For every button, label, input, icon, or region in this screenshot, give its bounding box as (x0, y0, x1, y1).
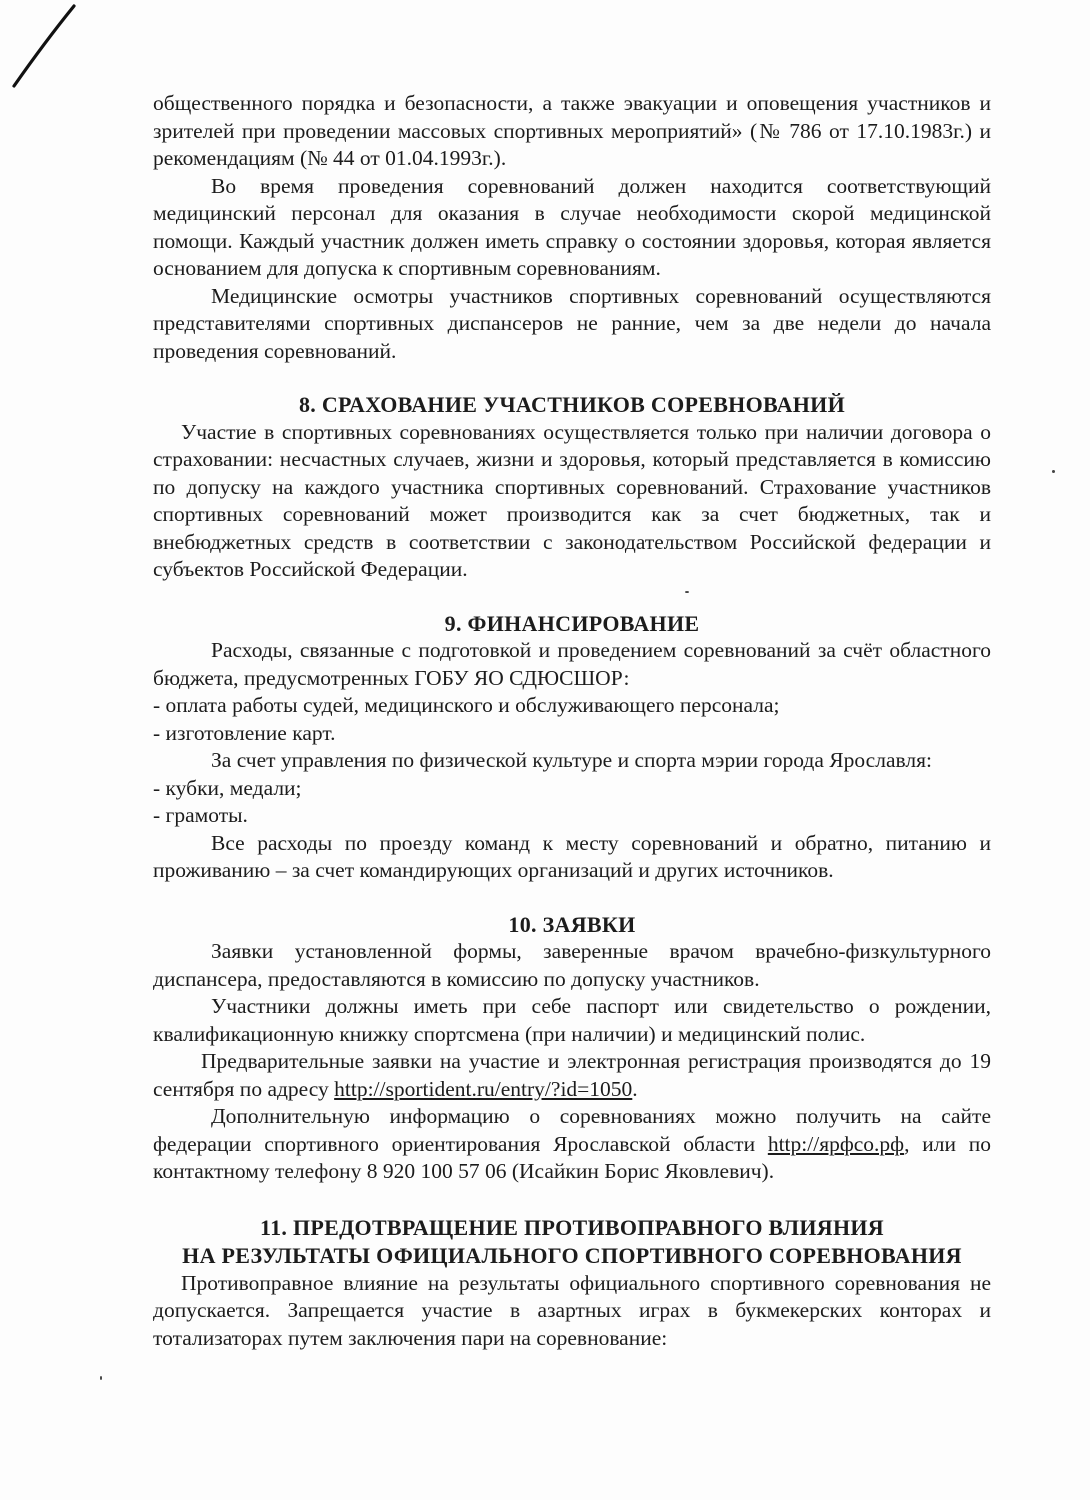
section-9-paragraph-1: Расходы, связанные с подготовкой и проведением соревнований за счёт областного бюджета, предусмотренных ГОБУ ЯО СДЮСШОР: (153, 638, 991, 690)
pen-stroke-mark (0, 0, 90, 100)
scan-speck (1052, 470, 1055, 473)
paragraph-text: . (632, 1076, 638, 1101)
section-11-paragraph: Противоправное влияние на результаты официального спортивного соревнования не допускается. Запрещается участие в азартных играх в букмекерских конторах и тотализаторах путем заключения пари на соревнование: (153, 1270, 991, 1350)
section-8-title: 8. СРАХОВАНИЕ УЧАСТНИКОВ СОРЕВНОВАНИЙ (298, 392, 846, 417)
section-10-title: 10. ЗАЯВКИ (508, 911, 636, 937)
section-10-paragraph-3 (153, 1048, 991, 1103)
paragraph-text: , или по контактному телефону 8 920 100 57 06 (Исайкин Борис Яковлевич). (153, 1131, 991, 1183)
list-item: - оплата работы судей, медицинского и обслуживающего персонала; (153, 693, 780, 717)
section-11-title (153, 1214, 991, 1270)
list-item: - изготовление карт. (153, 720, 336, 745)
section-9-title: 9. ФИНАНСИРОВАНИЕ (444, 610, 700, 636)
section-10-paragraph-4 (153, 1103, 991, 1186)
section-9-paragraph-2: За счет управления по физической культуре и спорта мэрии города Ярославля: (211, 748, 932, 772)
section-11-title-line-1: 11. ПРЕДОТВРАЩЕНИЕ ПРОТИВОПРАВНОГО ВЛИЯНИЯ (260, 1214, 884, 1240)
paragraph-text: Предварительные заявки на участие и электронная регистрация производятся до 19 сентября по адресу (153, 1049, 991, 1101)
sportident-entry-link[interactable]: http://sportident.ru/entry/?id=1050 (334, 1076, 633, 1101)
section-11-title-line-2: НА РЕЗУЛЬТАТЫ ОФИЦИАЛЬНОГО СПОРТИВНОГО СОРЕВНОВАНИЯ (182, 1242, 962, 1268)
document-body (153, 90, 991, 1352)
paragraph-text: Дополнительную информацию о соревнованиях можно получить на сайте федерации спортивного ориентирования Ярославской области (153, 1104, 991, 1156)
list-item: - кубки, медали; (153, 775, 302, 800)
intro-paragraph-2: Во время проведения соревнований должен находится соответствующий медицинский персонал для оказания в случае необходимости скорой медицинской помощи. Каждый участник должен иметь справку о состоянии здоровья, которая является основанием для допуска к спортивным соревнованиям. (153, 173, 991, 280)
scan-speck (100, 1376, 102, 1380)
intro-paragraph-1: общественного порядка и безопасности, а также эвакуации и оповещения участников и зрителей при проведении массовых спортивных мероприятий» (№ 786 от 17.10.1983г.) и рекомендациям (№ 44 от 01.04.1993г.). (153, 91, 991, 170)
section-9-paragraph-3: Все расходы по проезду команд к месту соревнований и обратно, питанию и проживанию – за счет командирующих организаций и других источников. (153, 830, 991, 882)
section-10-paragraph-1: Заявки установленной формы, заверенные врачом врачебно-физкультурного диспансера, предоставляются в комиссию по допуску участников. (153, 939, 991, 991)
intro-paragraph-3: Медицинские осмотры участников спортивных соревнований осуществляются представителями спортивных диспансеров не ранние, чем за две недели до начала проведения соревнований. (153, 283, 991, 363)
section-8-paragraph: Участие в спортивных соревнованиях осуществляется только при наличии договора о страховании: несчастных случаев, жизни и здоровья, который представляется в комиссию по допуску на каждого участника спортивных соревнований. Страхование участников спортивных соревнований может производится как за счет бюджетных, так и внебюджетных средств в соответствии с законодательством Российской федерации и субъектов Российской Федерации. (153, 419, 991, 581)
yarfso-site-link[interactable]: http://ярфсо.рф (767, 1131, 905, 1156)
section-10-paragraph-2: Участники должны иметь при себе паспорт или свидетельство о рождении, квалификационную книжку спортсмена (при наличии) и медицинский полис. (153, 994, 991, 1046)
list-item: - грамоты. (153, 803, 248, 827)
